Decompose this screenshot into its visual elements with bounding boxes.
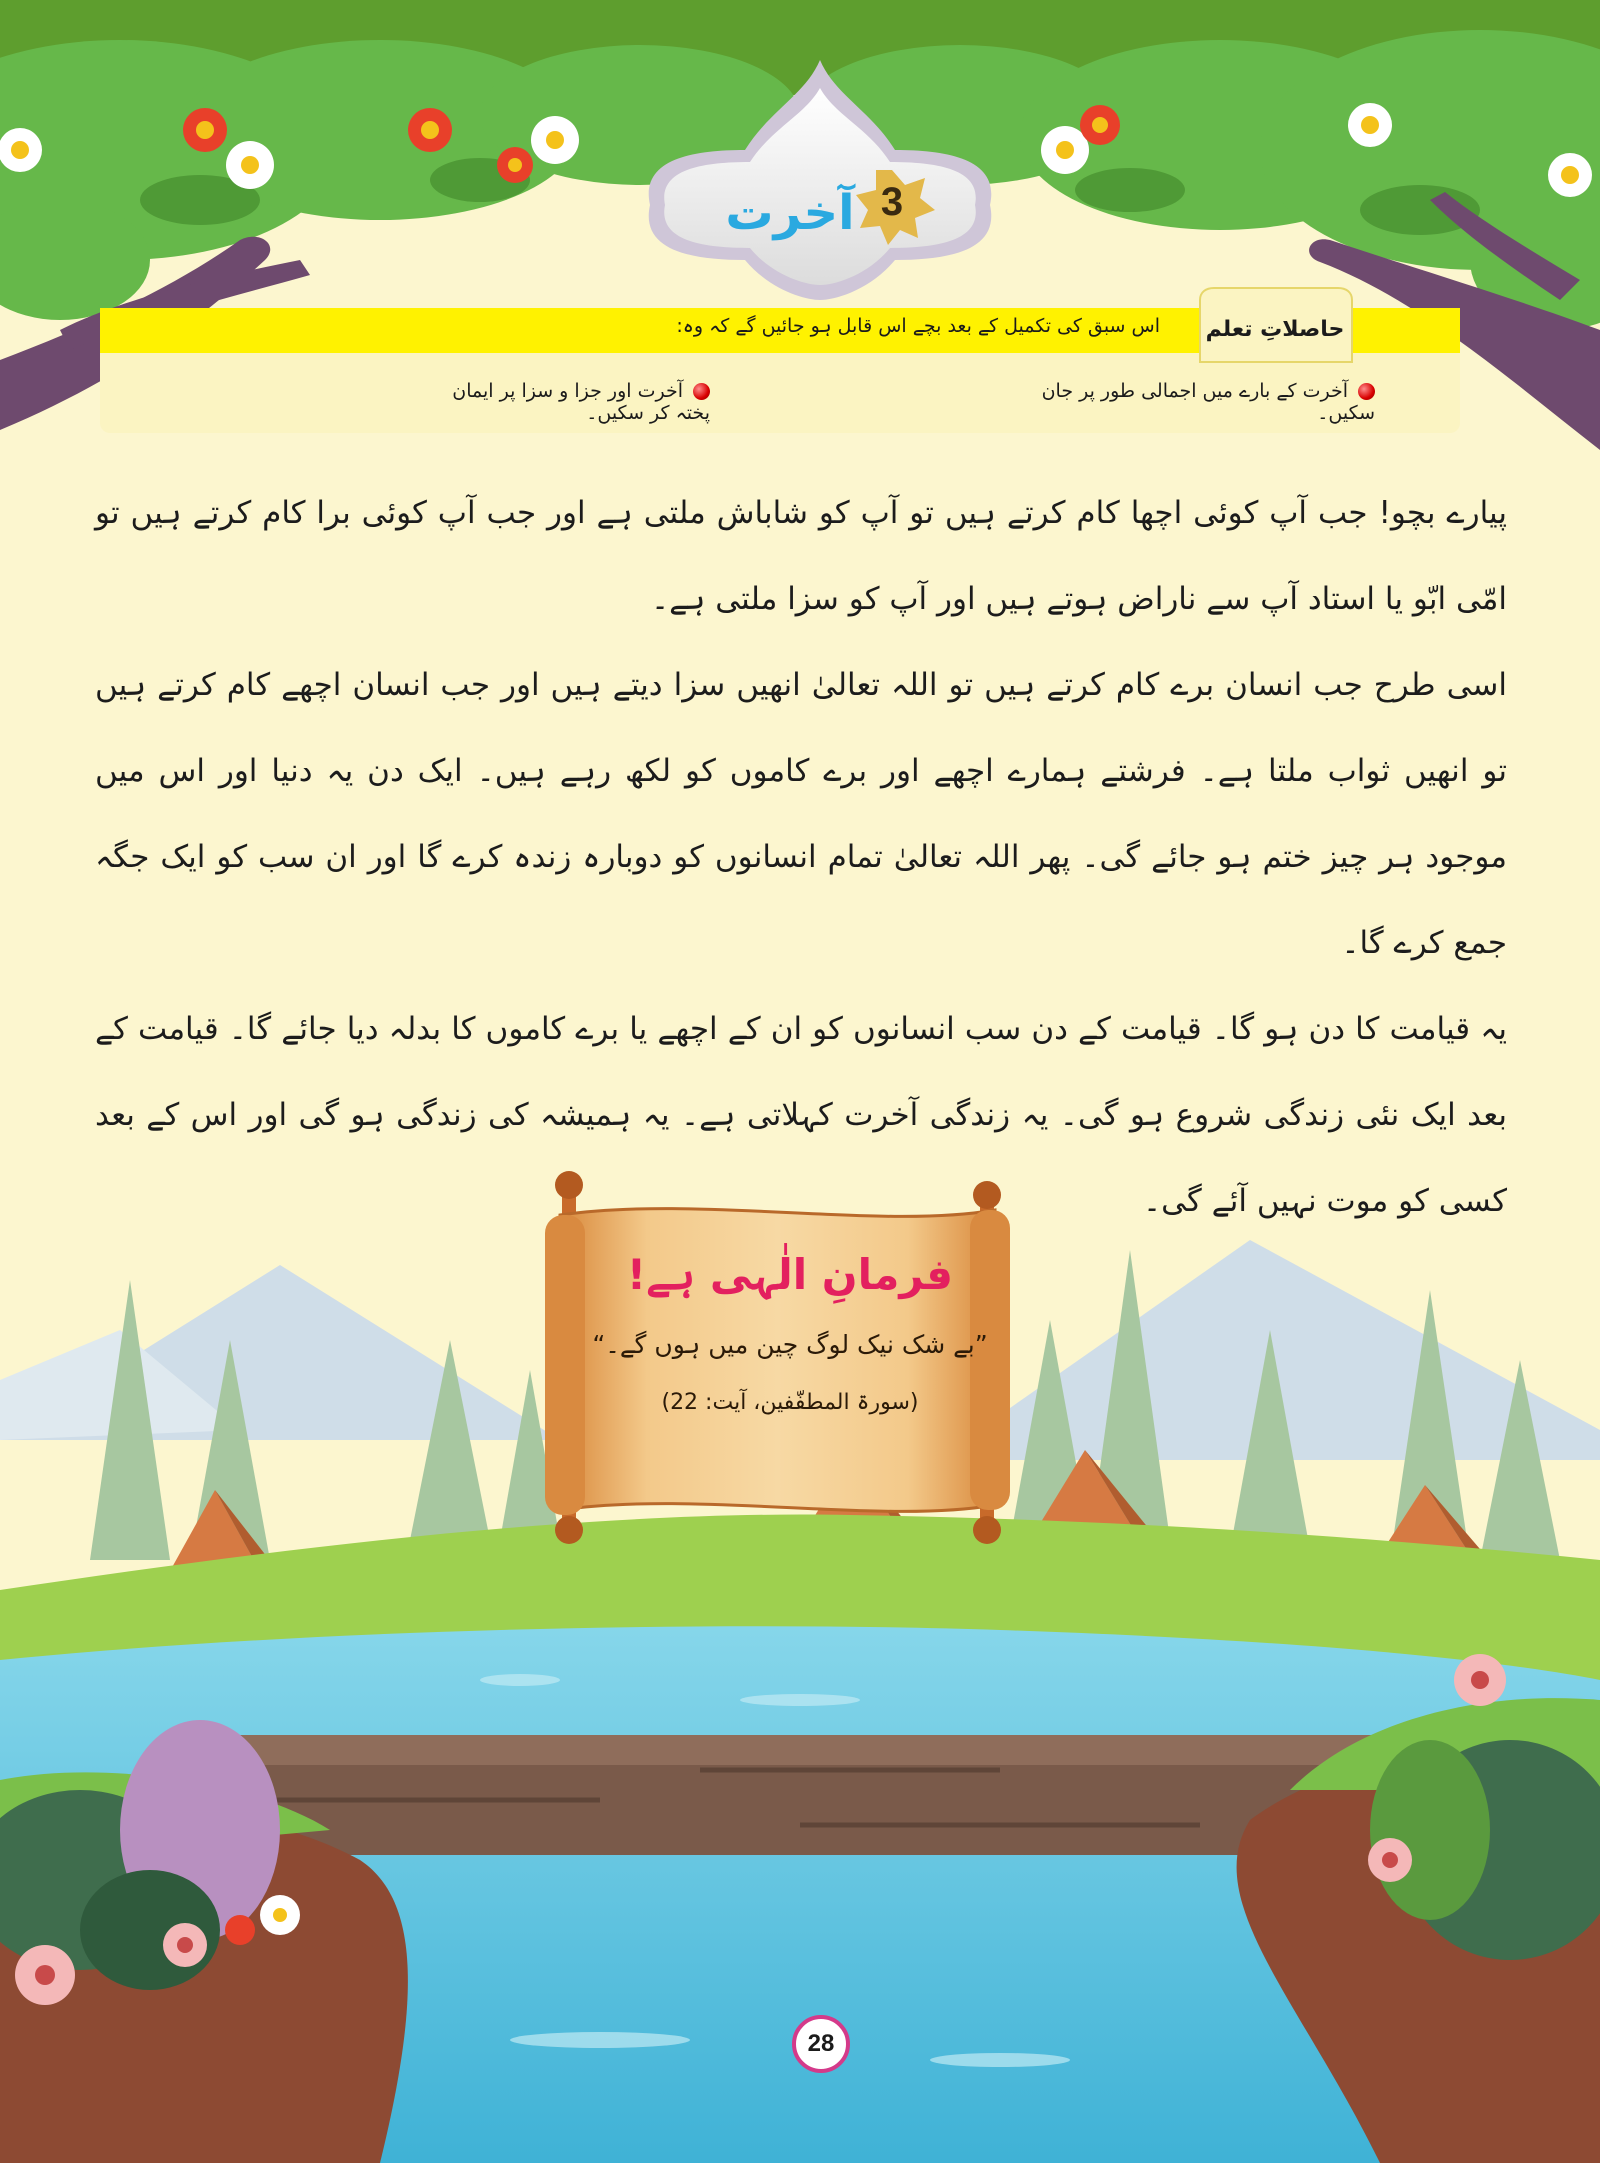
scroll-quote: ”بے شک نیک لوگ چین میں ہوں گے۔“ bbox=[592, 1330, 988, 1359]
lesson-text bbox=[95, 470, 1507, 1244]
learning-outcomes-intro: اس سبق کی تکمیل کے بعد بچے اس قابل ہو جائیں گے کہ وہ: bbox=[676, 315, 1160, 337]
learning-outcome-item: آخرت کے بارے میں اجمالی طور پر جان سکیں۔ bbox=[1041, 380, 1375, 424]
paragraph: یہ قیامت کا دن ہو گا۔ قیامت کے دن سب انسانوں کو ان کے اچھے یا برے کاموں کا بدلہ دیا جائے گا۔ قیامت کے بعد ایک نئی زندگی شروع ہو گی۔ یہ زندگی آخرت کہلاتی ہے۔ یہ ہمیشہ کی زندگی ہو گی اور اس کے بعد کسی کو موت نہیں آئے گی۔ bbox=[95, 1011, 1507, 1219]
chapter-number: 3 bbox=[880, 180, 904, 224]
learning-outcome-item: آخرت اور جزا و سزا پر ایمان پختہ کر سکیں۔ bbox=[452, 380, 710, 424]
paragraph: اسی طرح جب انسان برے کام کرتے ہیں تو اللہ تعالیٰ انھیں سزا دیتے ہیں اور جب انسان اچھے کام کرتے ہیں تو انھیں ثواب ملتا ہے۔ فرشتے ہمارے اچھے اور برے کاموں کو لکھ رہے ہیں۔ ایک دن یہ دنیا اور اس میں موجود ہر چیز ختم ہو جائے گی۔ پھر اللہ تعالیٰ تمام انسانوں کو دوبارہ زندہ کرے گا اور ان سب کو ایک جگہ جمع کرے گا۔ bbox=[95, 667, 1507, 961]
scroll-reference: (سورۃ المطفّفین، آیت: 22) bbox=[661, 1390, 919, 1415]
paragraph: پیارے بچو! جب آپ کوئی اچھا کام کرتے ہیں تو آپ کو شاباش ملتی ہے اور جب آپ کوئی برا کام کرتے ہیں تو امّی ابّو یا استاد آپ سے ناراض ہوتے ہیں اور آپ کو سزا ملتی ہے۔ bbox=[95, 495, 1507, 617]
scroll-title: فرمانِ الٰہی ہے! bbox=[626, 1250, 954, 1299]
learning-outcomes-label: حاصلاتِ تعلم bbox=[1205, 317, 1345, 342]
bullet-icon bbox=[693, 383, 710, 400]
bullet-icon bbox=[1358, 383, 1375, 400]
page-number: 28 bbox=[792, 2015, 850, 2073]
chapter-title: آخرت bbox=[725, 185, 855, 241]
